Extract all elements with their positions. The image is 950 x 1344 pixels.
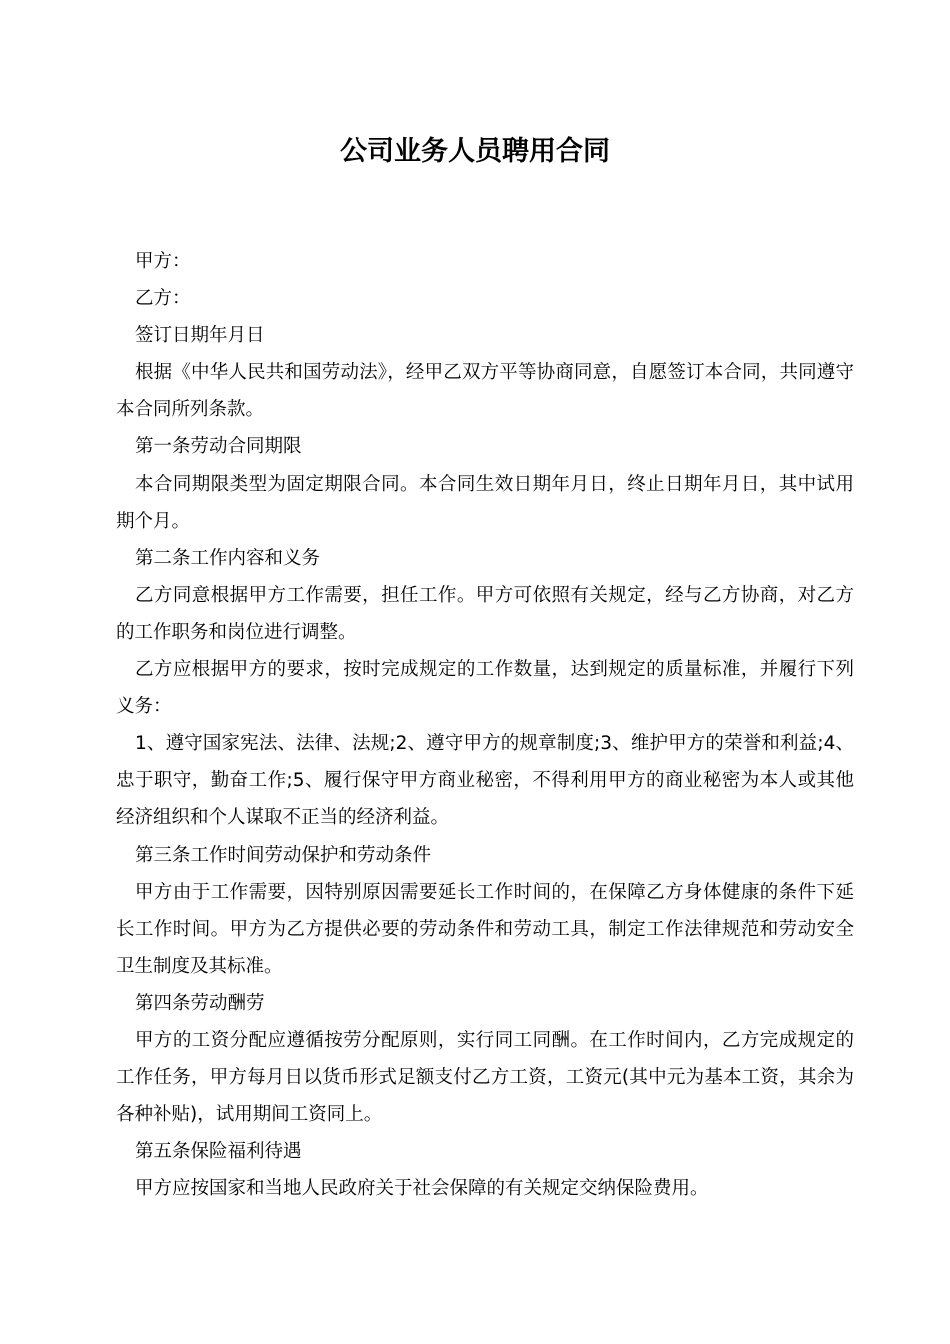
article-3-paragraph: 甲方由于工作需要，因特别原因需要延长工作时间的，在保障乙方身体健康的条件下延长工作时间。甲方为乙方提供必要的劳动条件和劳动工具，制定工作法律规范和劳动安全卫生制度及其标准。 bbox=[116, 881, 854, 977]
party-a-line: 甲方： bbox=[135, 251, 191, 272]
article-5-heading: 第五条保险福利待遇 bbox=[135, 1141, 302, 1163]
article-2-heading: 第二条工作内容和义务 bbox=[135, 547, 321, 569]
article-2-paragraph-2: 乙方应根据甲方的要求，按时完成规定的工作数量，达到规定的质量标准，并履行下列义务： bbox=[116, 659, 854, 718]
signing-date-line: 签订日期年月日 bbox=[135, 325, 265, 347]
article-1-paragraph: 本合同期限类型为固定期限合同。本合同生效日期年月日，终止日期年月日，其中试用期个月。 bbox=[116, 473, 854, 532]
article-2-duties-list: 1、遵守国家宪法、法律、法规;2、遵守甲方的规章制度;3、维护甲方的荣誉和利益;4、忠于职守，勤奋工作;5、履行保守甲方商业秘密，不得利用甲方的商业秘密为本人或其他经济组织和个人谋取不正当的经济利益。 bbox=[116, 733, 854, 829]
document-title: 公司业务人员聘用合同 bbox=[340, 136, 610, 167]
preamble-paragraph: 根据《中华人民共和国劳动法》，经甲乙双方平等协商同意，自愿签订本合同，共同遵守本合同所列条款。 bbox=[116, 362, 854, 421]
party-b-line: 乙方： bbox=[135, 288, 191, 310]
article-5-paragraph: 甲方应按国家和当地人民政府关于社会保障的有关规定交纳保险费用。 bbox=[135, 1178, 709, 1200]
article-1-heading: 第一条劳动合同期限 bbox=[135, 436, 302, 458]
article-3-heading: 第三条工作时间劳动保护和劳动条件 bbox=[135, 844, 432, 866]
article-4-heading: 第四条劳动酬劳 bbox=[135, 992, 265, 1014]
article-4-paragraph: 甲方的工资分配应遵循按劳分配原则，实行同工同酬。在工作时间内，乙方完成规定的工作任务，甲方每月日以货币形式足额支付乙方工资，工资元(其中元为基本工资，其余为各种补贴)，试用期间工资同上。 bbox=[116, 1029, 854, 1126]
document-body bbox=[116, 243, 854, 1207]
article-2-paragraph-1: 乙方同意根据甲方工作需要，担任工作。甲方可依照有关规定，经与乙方协商，对乙方的工作职务和岗位进行调整。 bbox=[116, 584, 854, 643]
